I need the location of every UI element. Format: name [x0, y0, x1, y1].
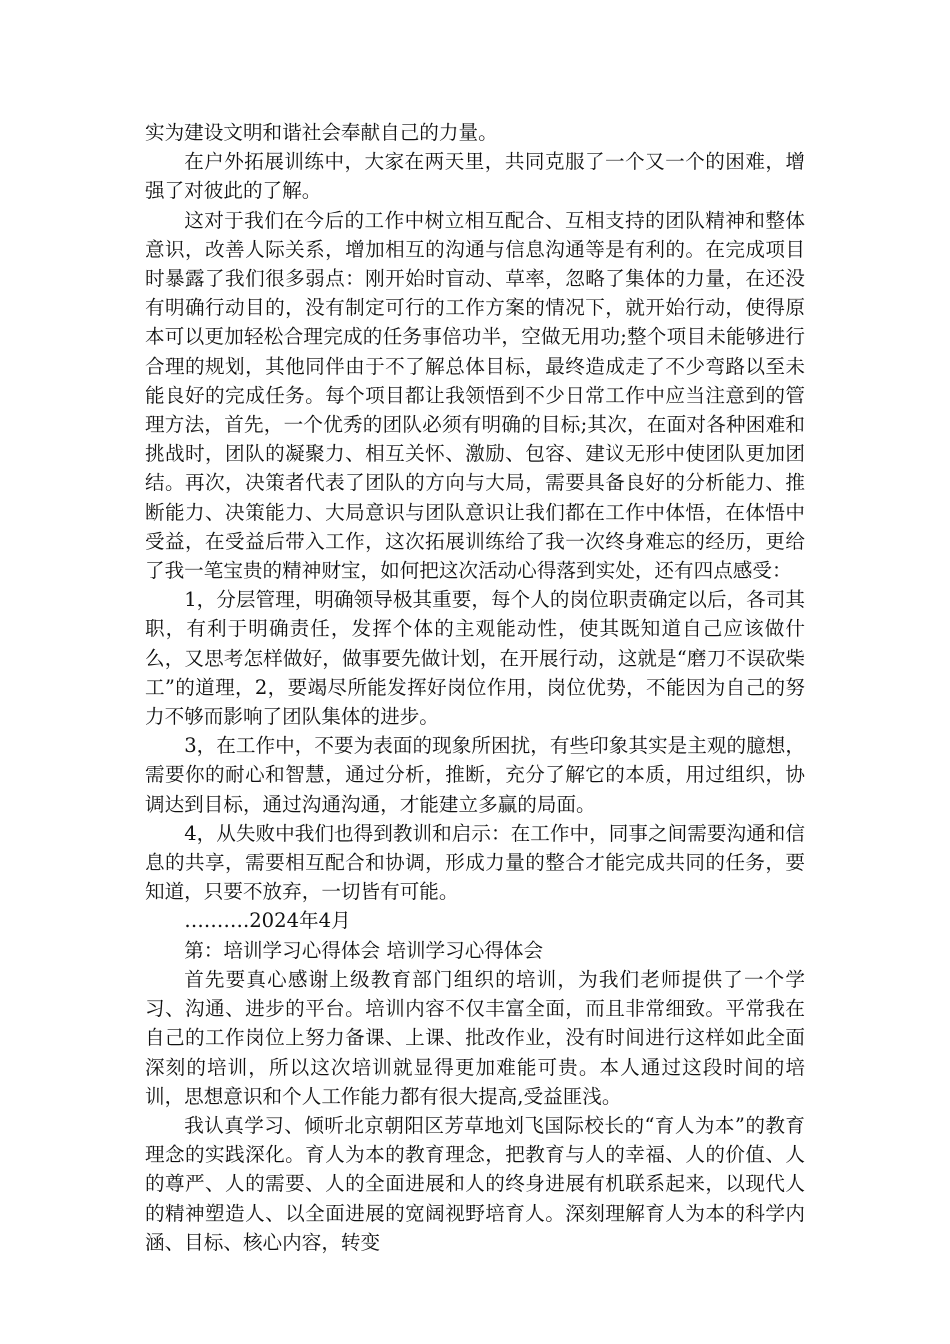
- paragraph-point-4: 4，从失败中我们也得到教训和启示：在工作中，同事之间需要沟通和信息的共享，需要相互配合和协调，形成力量的整合才能完成共同的任务，要知道，只要不放弃，一切皆有可能。: [145, 821, 805, 904]
- paragraph-team-spirit: 这对于我们在今后的工作中树立相互配合、互相支持的团队精神和整体意识，改善人际关系，增加相互的沟通与信息沟通等是有利的。在完成项目时暴露了我们很多弱点：刚开始时盲动、草率，忽略了集体的力量，在还没有明确行动目的，没有制定可行的工作方案的情况下，就开始行动，使得原本可以更加轻松合理完成的任务事倍功半，空做无用功;整个项目未能够进行合理的规划，其他同伴由于不了解总体目标，最终造成走了不少弯路以至未能良好的完成任务。每个项目都让我领悟到不少日常工作中应当注意到的管理方法，首先，一个优秀的团队必须有明确的目标;其次，在面对各种困难和挑战时，团队的凝聚力、相互关怀、激励、包容、建议无形中使团队更加团结。再次，决策者代表了团队的方向与大局，需要具备良好的分析能力、推断能力、决策能力、大局意识与团队意识让我们都在工作中体悟，在体悟中受益，在受益后带入工作，这次拓展训练给了我一次终身难忘的经历，更给了我一笔宝贵的精神财宝，如何把这次活动心得落到实处，还有四点感受：: [145, 208, 805, 583]
- paragraph-point-1-2: 1，分层管理，明确领导极其重要，每个人的岗位职责确定以后，各司其职，有利于明确责任，发挥个体的主观能动性，使其既知道自己应该做什么，又思考怎样做好，做事要先做计划，在开展行动，这就是“磨刀不误砍柴工”的道理，2，要竭尽所能发挥好岗位作用，岗位优势，不能因为自己的努力不够而影响了团队集体的进步。: [145, 588, 805, 729]
- paragraph-education-philosophy: 我认真学习、倾听北京朝阳区芳草地刘飞国际校长的“育人为本”的教育理念的实践深化。育人为本的教育理念，把教育与人的幸福、人的价值、人的尊严、人的需要、人的全面进展和人的终身进展有机联系起来，以现代人的精神塑造人、以全面进展的宽阔视野培育人。深刻理解育人为本的科学内涵、目标、核心内容，转变: [145, 1113, 805, 1254]
- section-heading: 第：培训学习心得体会 培训学习心得体会: [184, 938, 544, 962]
- paragraph-training-thanks: 首先要真心感谢上级教育部门组织的培训，为我们老师提供了一个学习、沟通、进步的平台。培训内容不仅丰富全面，而且非常细致。平常我在自己的工作岗位上努力备课、上课、批改作业，没有时间进行这样如此全面深刻的培训，所以这次培训就显得更加难能可贵。本人通过这段时间的培训，思想意识和个人工作能力都有很大提高,受益匪浅。: [145, 967, 805, 1108]
- paragraph-continuation: 实为建设文明和谐社会奉献自己的力量。: [145, 121, 498, 144]
- date-line: ……….2024年4月: [184, 909, 351, 933]
- paragraph-point-3: 3，在工作中，不要为表面的现象所困扰，有些印象其实是主观的臆想，需要你的耐心和智慧，通过分析，推断，充分了解它的本质，用过组织，协调达到目标，通过沟通沟通，才能建立多赢的局面。: [145, 734, 805, 816]
- document-body: [145, 118, 805, 1257]
- paragraph-outdoor-training: 在户外拓展训练中，大家在两天里，共同克服了一个又一个的困难，增强了对彼此的了解。: [145, 150, 805, 203]
